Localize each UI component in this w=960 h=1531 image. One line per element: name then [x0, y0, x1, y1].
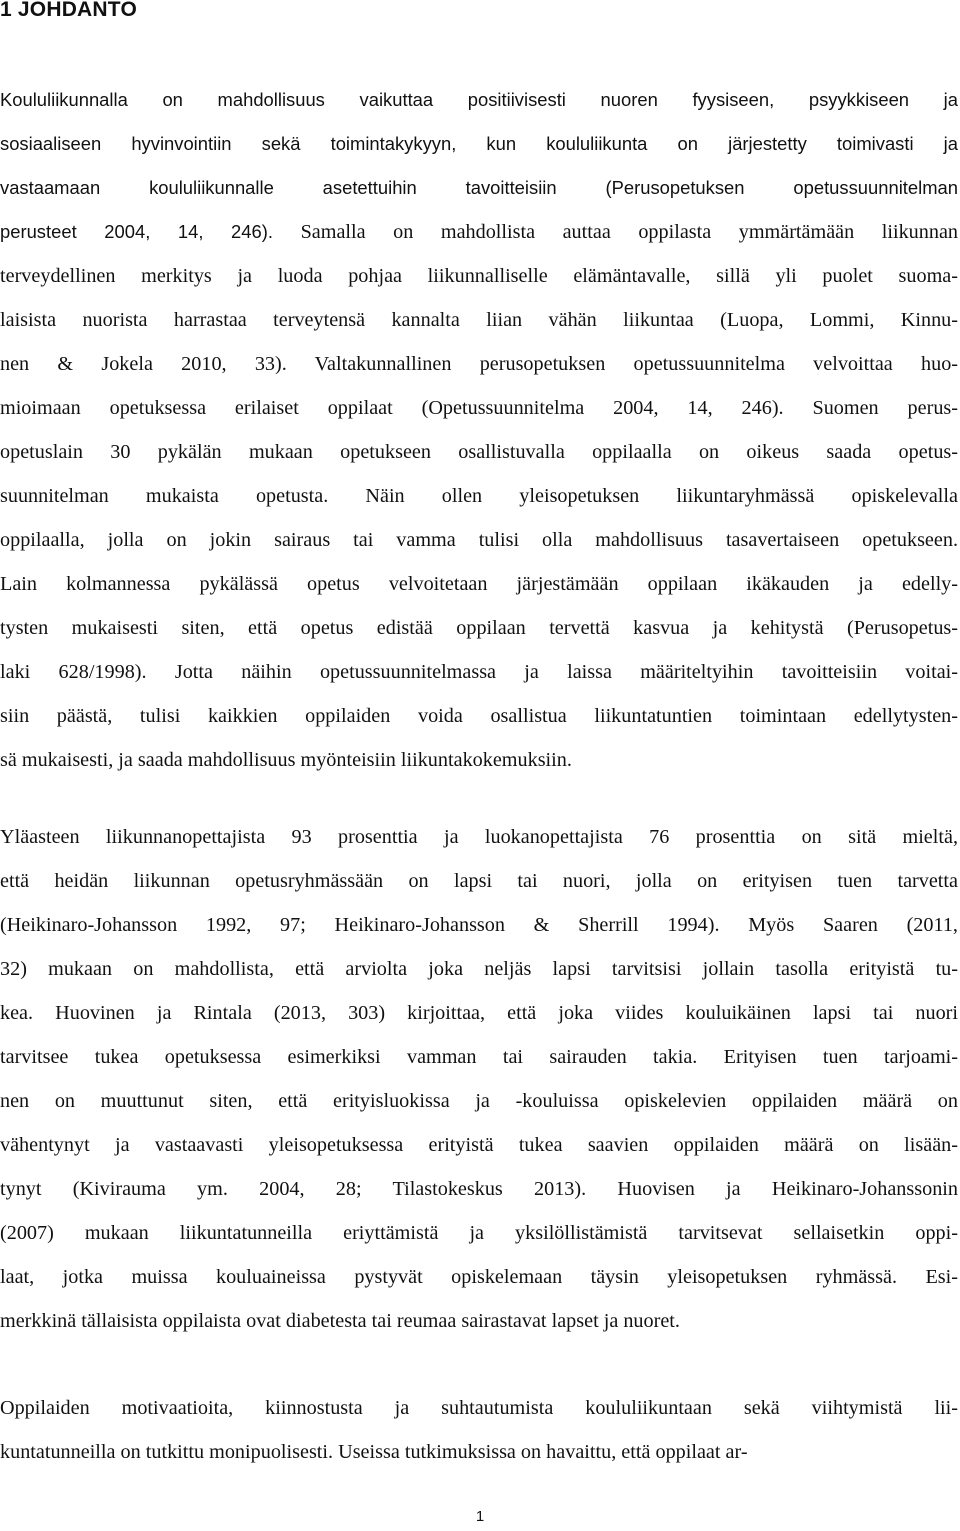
paragraph-motivation: [0, 1393, 958, 1481]
text-line: [0, 701, 958, 745]
text-segment: suunnitelman mukaista opetusta.: [0, 485, 366, 507]
text-line: [0, 822, 958, 866]
text-segment: Huovisen ja Heikinaro-Johanssonin: [617, 1178, 959, 1200]
text-line: [0, 910, 958, 954]
text-segment: Jotta näihin opetussuunnitelmassa ja laissa määriteltyihin tavoitteisiin voitai-: [174, 661, 958, 683]
paragraph-special-support: [0, 822, 958, 1350]
text-segment: tysten mukaisesti siten, että opetus edistää oppilaan tervettä kasvua ja kehitystä (Perusopetus-: [0, 617, 958, 639]
text-line: [0, 261, 958, 305]
text-segment: Huovinen ja Rintala (2013, 303) kirjoittaa, että joka viides kouluikäinen lapsi tai nuori: [55, 1002, 959, 1024]
text-segment: tarvitsee tukea opetuksessa esimerkiksi vamman tai sairauden takia.: [0, 1046, 724, 1068]
text-segment: nen & Jokela 2010, 33).: [0, 353, 315, 375]
text-line: [0, 393, 958, 437]
text-segment: Valtakunnallinen perusopetuksen opetussuunnitelma velvoittaa huo-: [314, 353, 959, 375]
text-line: [0, 437, 958, 481]
text-line: [0, 998, 958, 1042]
text-line: [0, 481, 958, 525]
text-line: [0, 745, 958, 789]
text-line: [0, 569, 958, 613]
text-line: [0, 1393, 958, 1437]
text-segment: kea.: [0, 1002, 56, 1024]
paragraph-intro: [0, 85, 958, 789]
text-segment: merkkinä tällaisista oppilaista ovat diabetesta tai reumaa sairastavat lapset ja nuoret.: [0, 1310, 680, 1332]
text-line: [0, 1042, 958, 1086]
text-line: [0, 866, 958, 910]
text-line: [0, 1218, 958, 1262]
text-segment: Näin ollen yleisopetuksen liikuntaryhmässä opiskelevalla: [365, 485, 958, 507]
text-segment: tynyt (Kivirauma ym. 2004, 28; Tilastokeskus 2013).: [0, 1178, 618, 1200]
text-segment: Yläasteen liikunnanopettajista 93 prosenttia ja luokanopettajista 76 prosenttia on sitä mieltä,: [0, 826, 958, 848]
text-segment: sä mukaisesti, ja saada mahdollisuus myönteisiin liikuntakokemuksiin.: [0, 749, 572, 771]
text-segment: 32) mukaan on mahdollista, että arviolta joka neljäs lapsi tarvitsisi jollain tasolla erityistä tu-: [0, 958, 958, 980]
text-segment: Suomen perus-: [812, 397, 958, 419]
chapter-heading: 1 JOHDANTO: [0, 0, 137, 21]
text-line: [0, 173, 958, 217]
text-segment: Esi-: [925, 1266, 958, 1288]
text-segment: kuntatunneilla on tutkittu monipuolisesti.: [0, 1441, 339, 1463]
text-line: [0, 349, 958, 393]
text-segment: sosiaaliseen hyvinvointiin sekä toimintakykyyn, kun koululiikunta on järjestetty toimivasti ja: [0, 133, 958, 154]
page-number: 1: [475, 1508, 485, 1525]
text-segment: laki 628/1998).: [0, 661, 175, 683]
text-line: [0, 1174, 958, 1218]
text-line: [0, 613, 958, 657]
text-segment: nen on muuttunut siten, että erityisluokissa ja -kouluissa opiskelevien oppilaiden määrä on: [0, 1090, 958, 1112]
text-segment: Samalla on mahdollista auttaa oppilasta ymmärtämään liikunnan: [300, 221, 958, 243]
text-segment: laat, jotka muissa kouluaineissa pystyvät opiskelemaan täysin yleisopetuksen ryhmässä.: [0, 1266, 926, 1288]
text-line: [0, 1262, 958, 1306]
text-segment: opetuslain 30 pykälän mukaan opetukseen osallistuvalla oppilaalla on oikeus saada opetus-: [0, 441, 958, 463]
text-segment: että heidän liikunnan opetusryhmässään on lapsi tai nuori, jolla on erityisen tuen tarvetta: [0, 870, 958, 892]
text-segment: Koululiikunnalla on mahdollisuus vaikuttaa positiivisesti nuoren fyysiseen, psyykkiseen ja: [0, 89, 958, 110]
text-line: [0, 1306, 958, 1350]
text-segment: Oppilaiden motivaatioita, kiinnostusta ja suhtautumista koululiikuntaan sekä viihtymistä lii-: [0, 1397, 958, 1419]
text-segment: perusteet 2004, 14, 246).: [0, 221, 301, 242]
text-segment: Useissa tutkimuksissa on havaittu, että oppilaat ar-: [338, 1441, 748, 1463]
text-line: [0, 129, 958, 173]
text-line: [0, 1437, 958, 1481]
text-segment: vastaamaan koululiikunnalle asetettuihin tavoitteisiin (Perusopetuksen opetussuunnitelman: [0, 177, 958, 198]
text-line: [0, 217, 958, 261]
text-line: [0, 525, 958, 569]
text-segment: (2007) mukaan liikuntatunneilla eriyttämistä ja yksilöllistämistä tarvitsevat sellaisetkin oppi-: [0, 1222, 958, 1244]
text-line: [0, 954, 958, 998]
text-segment: Erityisen tuen tarjoami-: [723, 1046, 958, 1068]
text-segment: terveydellinen merkitys ja luoda pohjaa liikunnalliselle elämäntavalle, sillä yli puolet suoma-: [0, 265, 958, 287]
text-line: [0, 305, 958, 349]
text-segment: Myös Saaren (2011,: [748, 914, 958, 936]
text-line: [0, 657, 958, 701]
text-segment: siin päästä, tulisi kaikkien oppilaiden voida osallistua liikuntatuntien toimintaan edellytysten-: [0, 705, 958, 727]
text-line: [0, 1086, 958, 1130]
text-line: [0, 85, 958, 129]
text-segment: oppilaalla, jolla on jokin sairaus tai vamma tulisi olla mahdollisuus tasavertaiseen opetukseen.: [0, 529, 958, 551]
text-segment: laisista nuorista harrastaa terveytensä kannalta liian vähän liikuntaa (Luopa, Lommi, Kinnu-: [0, 309, 958, 331]
text-segment: (Heikinaro-Johansson 1992, 97; Heikinaro-Johansson & Sherrill 1994).: [0, 914, 749, 936]
text-line: [0, 1130, 958, 1174]
text-segment: vähentynyt ja vastaavasti yleisopetuksessa erityistä tukea saavien oppilaiden määrä on lisään-: [0, 1134, 958, 1156]
text-segment: mioimaan opetuksessa erilaiset oppilaat (Opetussuunnitelma 2004, 14, 246).: [0, 397, 813, 419]
text-segment: Lain kolmannessa pykälässä opetus velvoitetaan järjestämään oppilaan ikäkauden ja edelly-: [0, 573, 958, 595]
